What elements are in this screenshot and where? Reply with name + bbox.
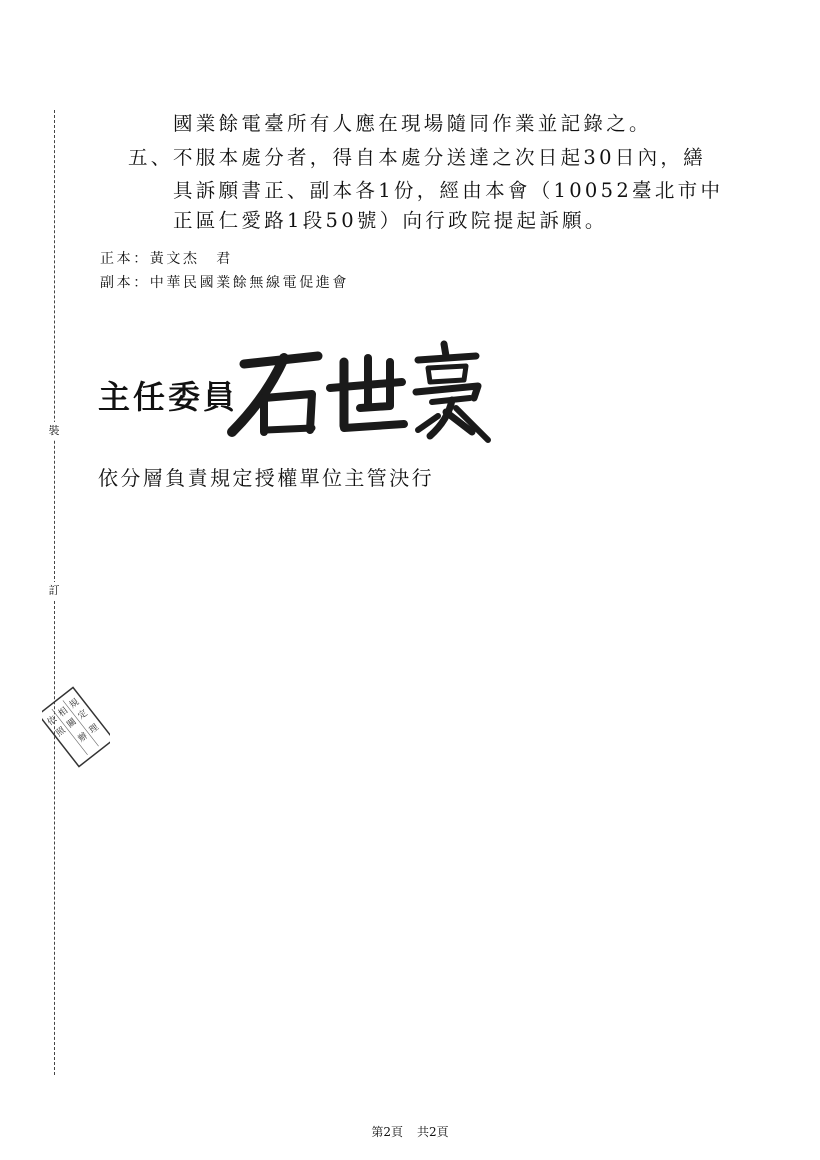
page-total: 共2頁	[417, 1125, 449, 1139]
svg-text:關: 關	[65, 716, 79, 731]
svg-text:理: 理	[87, 722, 101, 736]
page-footer	[0, 1123, 820, 1140]
delegation-note: 依分層負責規定授權單位主管決行	[98, 466, 434, 490]
page-number: 第2頁	[371, 1125, 403, 1139]
body-continuation-line: 國業餘電臺所有人應在現場隨同作業並記錄之。	[173, 112, 652, 135]
binding-mark-ding: 訂	[45, 582, 63, 600]
svg-text:辦: 辦	[76, 731, 90, 745]
signatory-title: 主任委員	[98, 378, 239, 416]
original-recipient: 正本：黃文杰 君	[100, 251, 233, 267]
binding-mark-zhuang: 裝	[45, 422, 63, 440]
handwritten-signature	[226, 340, 494, 445]
svg-text:照: 照	[54, 725, 68, 740]
item5-line-2: 具訴願書正、副本各1份，經由本會（10052臺北市中	[173, 179, 724, 202]
item5-line-3: 正區仁愛路1段50號）向行政院提起訴願。	[173, 209, 608, 232]
copy-recipient: 副本：中華民國業餘無線電促進會	[100, 275, 349, 291]
item5-line-1: 不服本處分者，得自本處分送達之次日起30日內，繕	[173, 146, 707, 169]
svg-text:定: 定	[76, 708, 90, 722]
svg-text:規: 規	[67, 697, 82, 711]
svg-text:依: 依	[45, 714, 60, 728]
item5-marker: 五、	[128, 146, 174, 169]
seal-stamp	[42, 686, 110, 768]
svg-text:相: 相	[56, 705, 71, 720]
